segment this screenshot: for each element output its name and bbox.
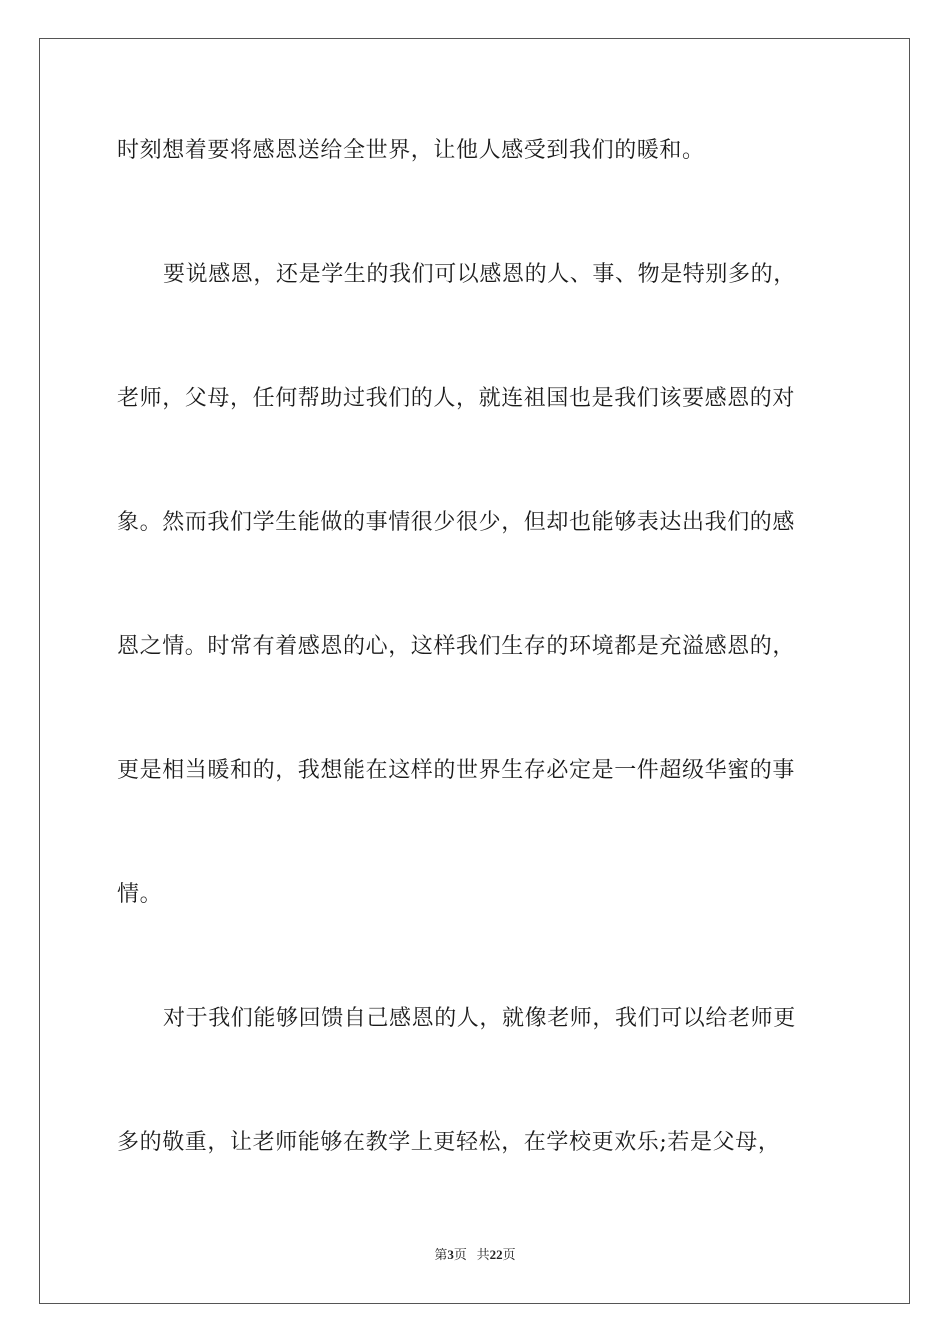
text-line-4: 象。然而我们学生能做的事情很少很少，但却也能够表达出我们的感	[117, 510, 796, 535]
footer-total-suffix: 页	[502, 1247, 516, 1262]
text-line-2: 要说感恩，还是学生的我们可以感恩的人、事、物是特别多的，	[163, 262, 796, 287]
footer-page-suffix: 页	[453, 1247, 467, 1262]
text-line-6: 更是相当暖和的，我想能在这样的世界生存必定是一件超级华蜜的事	[117, 758, 796, 783]
page-frame	[39, 38, 910, 1304]
text-line-1: 时刻想着要将感恩送给全世界，让他人感受到我们的暖和。	[117, 138, 705, 163]
footer-total-pages: 22	[489, 1247, 503, 1262]
text-line-3: 老师，父母，任何帮助过我们的人，就连祖国也是我们该要感恩的对	[117, 386, 796, 411]
footer-page-number: 3	[447, 1247, 454, 1262]
text-line-7: 情。	[117, 882, 163, 907]
text-line-5: 恩之情。时常有着感恩的心，这样我们生存的环境都是充溢感恩的，	[117, 634, 796, 659]
text-line-9: 多的敬重，让老师能够在教学上更轻松，在学校更欢乐;若是父母，	[117, 1130, 781, 1155]
text-line-8: 对于我们能够回馈自己感恩的人，就像老师，我们可以给老师更	[163, 1006, 796, 1031]
footer-page-prefix: 第	[434, 1247, 448, 1262]
page-footer	[0, 1246, 950, 1264]
footer-total-prefix: 共	[476, 1247, 490, 1262]
